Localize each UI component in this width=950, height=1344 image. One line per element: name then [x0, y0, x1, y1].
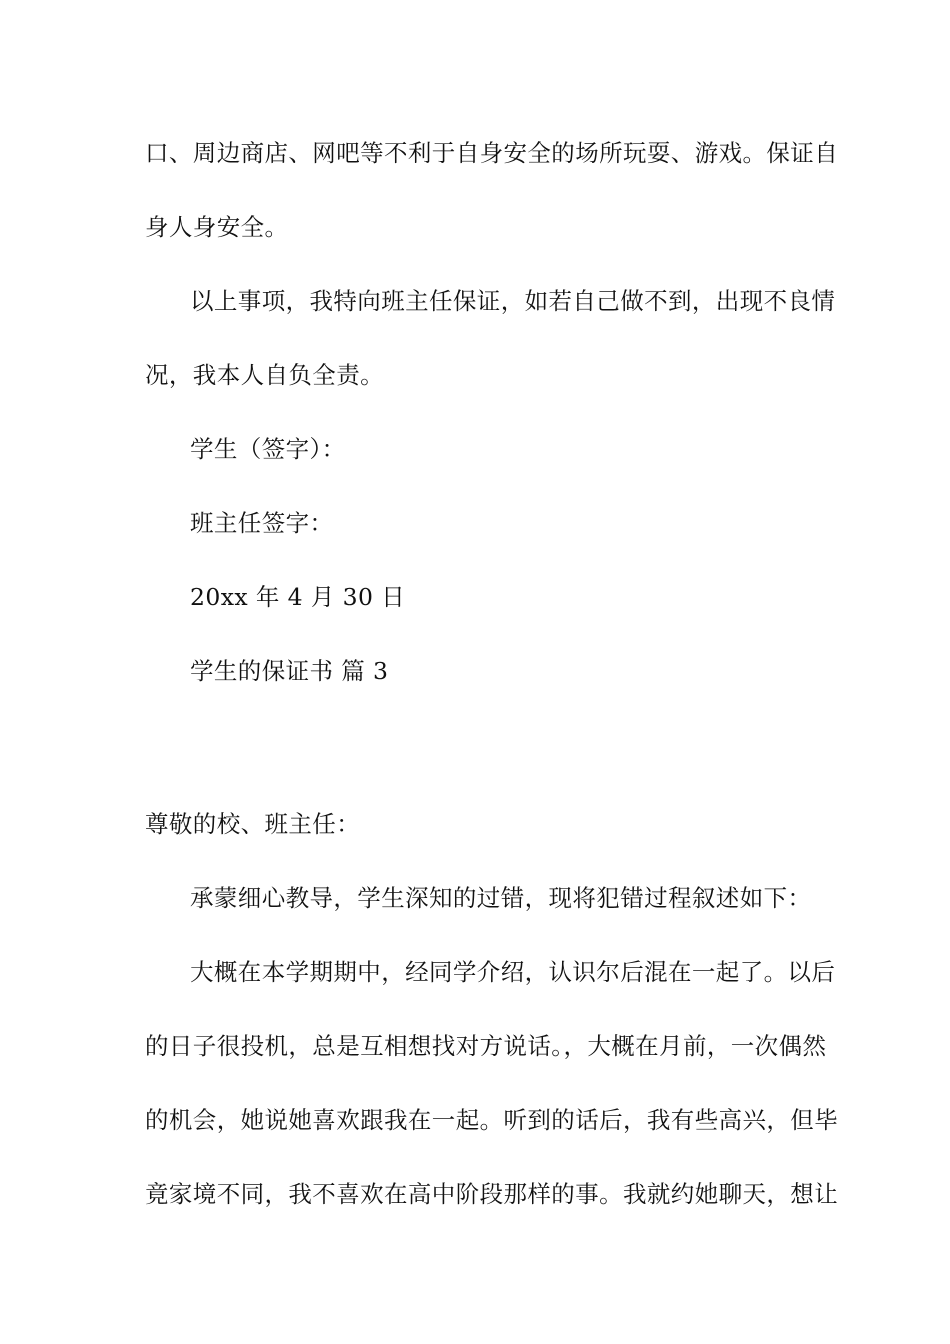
body-text-line: 承蒙细心教导，学生深知的过错，现将犯错过程叙述如下： — [190, 884, 812, 912]
body-text-line: 口、周边商店、网吧等不利于自身安全的场所玩耍、游戏。保证自 — [145, 139, 839, 167]
body-text-line: 竟家境不同，我不喜欢在高中阶段那样的事。我就约她聊天，想让 — [145, 1180, 839, 1208]
student-signature-line: 学生（签字）： — [190, 435, 346, 463]
date-line: 20xx 年 4 月 30 日 — [190, 583, 406, 611]
body-text-line: 大概在本学期期中，经同学介绍，认识尔后混在一起了。以后 — [190, 958, 836, 986]
body-text-line: 的日子很投机，总是互相想找对方说话。，大概在月前，一次偶然 — [145, 1032, 827, 1060]
section-title: 学生的保证书 篇 3 — [190, 657, 389, 685]
body-text-line: 的机会，她说她喜欢跟我在一起。听到的话后，我有些高兴，但毕 — [145, 1106, 839, 1134]
body-text-line: 以上事项，我特向班主任保证，如若自己做不到，出现不良情 — [190, 287, 836, 315]
body-text-line: 况，我本人自负全责。 — [145, 361, 384, 389]
teacher-signature-line: 班主任签字： — [190, 509, 334, 537]
body-text-line: 身人身安全。 — [145, 213, 289, 241]
salutation: 尊敬的校、班主任： — [145, 810, 361, 838]
